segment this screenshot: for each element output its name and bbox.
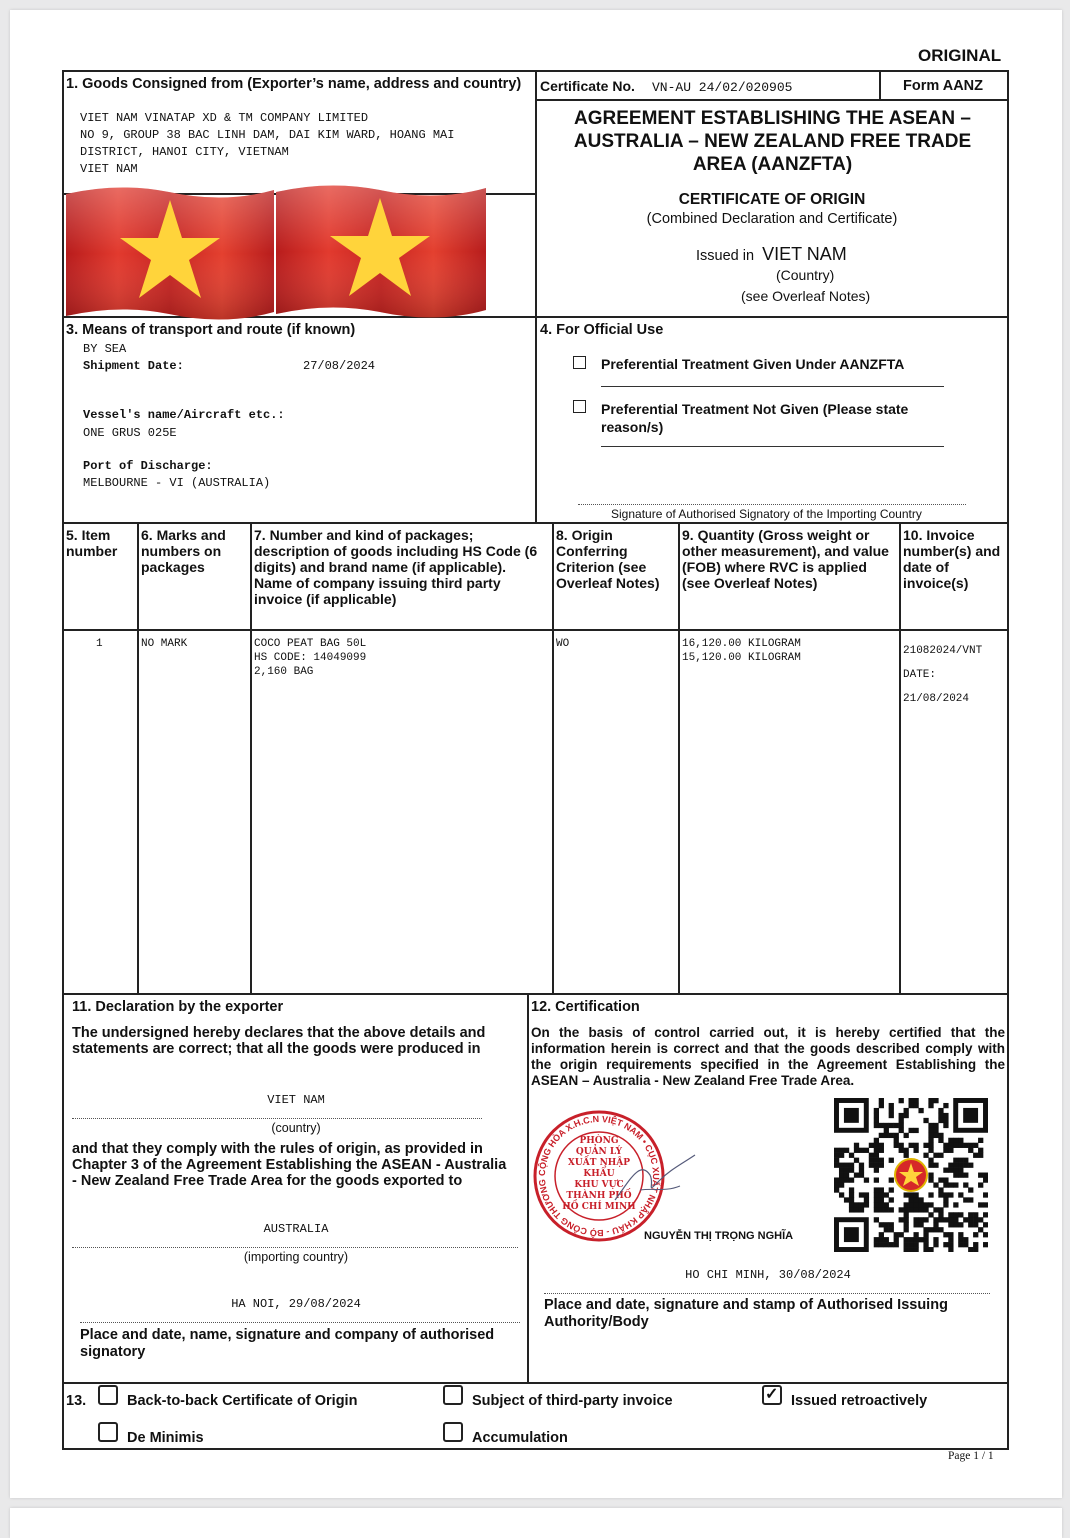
preferential-not-given-label: Preferential Treatment Not Given (Please state reason/s) [601, 401, 909, 435]
port-value: MELBOURNE - VI (AUSTRALIA) [83, 476, 271, 490]
back-to-back-label: Back-to-back Certificate of Origin [127, 1393, 358, 1409]
desc-line: 2,160 BAG [254, 666, 314, 678]
row-quantity [682, 637, 801, 665]
stamp-line: KHU VỰC [574, 1180, 624, 1190]
transport-by: BY SEA [83, 342, 127, 356]
declaration-importing-caption: (importing country) [243, 1250, 349, 1264]
vietnam-flag-overlay [64, 180, 488, 325]
header-item-number: 5. Item number [66, 527, 118, 559]
declaration-rules-text: and that they comply with the rules of origin, as provided in Chapter 3 of the Agreement Establishing the ASEAN - Australia - New Zealand Free Trade Area for the goods exported to [72, 1141, 507, 1189]
stamp-line: QUẢN LÝ [575, 1147, 623, 1157]
checkmark-icon: ✓ [765, 1386, 779, 1403]
header-criterion: 8. Origin Conferring Criterion (see Overleaf Notes) [556, 527, 660, 591]
box13-number: 13. [66, 1393, 87, 1409]
qty-line: 16,120.00 KILOGRAM [682, 638, 801, 650]
accumulation-checkbox[interactable] [443, 1422, 463, 1442]
box1-label: 1. Goods Consigned from (Exporter’s name, address and country) [66, 76, 522, 92]
flag-left-icon [66, 187, 274, 319]
invoice-line: 21082024/VNT [903, 645, 983, 657]
preferential-given-label: Preferential Treatment Given Under AANZFTA [601, 356, 905, 372]
declaration-text: The undersigned hereby declares that the above details and statements are correct; that all the goods were produced in [72, 1025, 486, 1057]
vessel-label: Vessel's name/Aircraft etc.: [83, 408, 285, 422]
overleaf-caption: (see Overleaf Notes) [741, 288, 871, 304]
declaration-country-caption: (country) [271, 1121, 321, 1135]
header-marks: 6. Marks and numbers on packages [141, 527, 226, 575]
exporter-line: VIET NAM [80, 162, 138, 176]
row-invoice [903, 639, 982, 711]
stamp-line: PHÒNG [579, 1136, 619, 1146]
preferential-not-given-checkbox[interactable] [573, 400, 586, 413]
exporter-address [80, 110, 454, 178]
cert-subtitle: (Combined Declaration and Certificate) [646, 211, 898, 227]
third-party-label: Subject of third-party invoice [472, 1393, 673, 1409]
preferential-given-checkbox[interactable] [573, 356, 586, 369]
declaration-importing: AUSTRALIA [263, 1222, 329, 1236]
exporter-line: NO 9, GROUP 38 BAC LINH DAM, DAI KIM WARD, HOANG MAI [80, 128, 455, 142]
row-marks: NO MARK [141, 638, 188, 650]
box4-label: 4. For Official Use [540, 322, 664, 338]
certification-place-date: HO CHI MINH, 30/08/2024 [685, 1268, 851, 1282]
declaration-place-date: HA NOI, 29/08/2024 [231, 1297, 361, 1311]
header-description: 7. Number and kind of packages; description of goods including HS Code (6 digits) and brand name (if applicable). Name of company issuing third party invoice (if applicable) [254, 527, 538, 607]
invoice-line: 21/08/2024 [903, 693, 970, 705]
box11-label: 11. Declaration by the exporter [72, 999, 284, 1015]
stamp-ring-text: CỘNG HÒA X.H.C.N VIỆT NAM • CỤC XUẤT NHẬP KHẨU - BỘ CÔNG THƯƠNG [536, 1113, 662, 1239]
header-invoice: 10. Invoice number(s) and date of invoice(s) [903, 527, 1001, 591]
desc-line: HS CODE: 14049099 [254, 652, 367, 664]
flag-right-icon [276, 185, 486, 317]
signature-scribble-icon [610, 1150, 700, 1210]
de-minimis-checkbox[interactable] [98, 1422, 118, 1442]
form-label: Form AANZ [903, 78, 984, 94]
declaration-footer: Place and date, name, signature and company of authorised signatory [80, 1327, 495, 1360]
invoice-line: DATE: [903, 669, 937, 681]
original-label: ORIGINAL [918, 46, 1002, 65]
certificate-no-label: Certificate No. [540, 78, 635, 94]
accumulation-label: Accumulation [472, 1430, 568, 1446]
shipment-date-label: Shipment Date: [83, 359, 184, 373]
stamp-line: HỒ CHÍ MINH [562, 1202, 636, 1212]
certificate-no-value: VN-AU 24/02/020905 [652, 80, 793, 95]
agreement-title: AGREEMENT ESTABLISHING THE ASEAN – AUSTRALIA – NEW ZEALAND FREE TRADE AREA (AANZFTA) [573, 108, 972, 175]
back-to-back-checkbox[interactable] [98, 1385, 118, 1405]
cert-title: CERTIFICATE OF ORIGIN [678, 191, 866, 208]
issued-in [696, 244, 847, 265]
issued-value: VIET NAM [762, 244, 847, 264]
country-caption: (Country) [776, 267, 835, 283]
exporter-line: DISTRICT, HANOI CITY, VIETNAM [80, 145, 289, 159]
retroactive-checkbox[interactable] [762, 1385, 782, 1405]
row-description [254, 637, 366, 679]
desc-line: COCO PEAT BAG 50L [254, 638, 367, 650]
header-quantity: 9. Quantity (Gross weight or other measurement), and value (FOB) where RVC is applied (see Overleaf Notes) [682, 527, 889, 591]
qr-code-icon [834, 1098, 988, 1252]
box12-label: 12. Certification [531, 999, 640, 1015]
signer-name: NGUYỄN THỊ TRỌNG NGHĨA [644, 1230, 794, 1242]
vessel-value: ONE GRUS 025E [83, 426, 177, 440]
certification-footer: Place and date, signature and stamp of Authorised Issuing Authority/Body [544, 1297, 948, 1330]
exporter-line: VIET NAM VINATAP XD & TM COMPANY LIMITED [80, 111, 369, 125]
row-item: 1 [96, 638, 103, 650]
declaration-country: VIET NAM [267, 1093, 325, 1107]
issued-label: Issued in [696, 248, 755, 264]
stamp-line: THÀNH PHỐ [566, 1191, 632, 1201]
importing-signatory-caption: Signature of Authorised Signatory of the Importing Country [611, 507, 922, 521]
de-minimis-label: De Minimis [127, 1430, 204, 1446]
shipment-date-value: 27/08/2024 [303, 359, 376, 373]
certification-text: On the basis of control carried out, it is hereby certified that the information herein is correct and that the goods described comply with the origin requirements specified in the Agreement Establishing the ASEAN – Australia - New Zealand Free Trade Area. [531, 1025, 1005, 1088]
stamp-line: XUẤT NHẬP KHẨU [567, 1158, 631, 1179]
retroactive-label: Issued retroactively [791, 1393, 928, 1409]
port-label: Port of Discharge: [83, 459, 213, 473]
row-criterion: WO [556, 638, 570, 650]
page-number: Page 1 / 1 [948, 1450, 994, 1462]
box3-label: 3. Means of transport and route (if known) [66, 322, 356, 338]
third-party-checkbox[interactable] [443, 1385, 463, 1405]
qty-line: 15,120.00 KILOGRAM [682, 652, 801, 664]
